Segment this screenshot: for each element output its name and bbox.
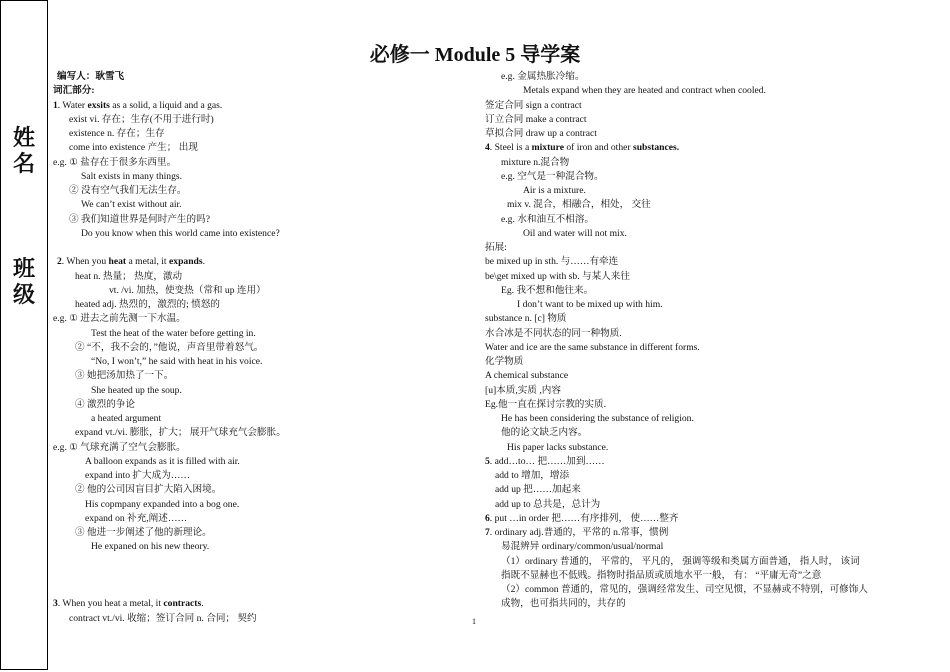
left-line: Salt exists in many things. bbox=[81, 170, 183, 182]
left-column bbox=[53, 70, 473, 626]
text-segment: . Steel is a bbox=[489, 142, 532, 154]
left-line: “No, I won’t,” he said with heat in his voice. bbox=[91, 356, 263, 367]
left-line: We can’t exist without air. bbox=[81, 199, 182, 211]
right-line: Eg. 我不想和他往来。 bbox=[501, 284, 594, 296]
text-segment: a metal, it bbox=[126, 256, 170, 268]
text-segment: 7 bbox=[485, 527, 490, 538]
left-line: ② 他的公司因盲目扩大陷入困境。 bbox=[75, 484, 222, 496]
left-line: 编写人：耿雪飞 bbox=[57, 71, 125, 82]
left-line: ② “不，我不会的，”他说，声音里带着怒气。 bbox=[75, 341, 264, 353]
right-line: e.g. 空气是一种混合物。 bbox=[501, 170, 604, 182]
text-segment: . bbox=[202, 256, 206, 268]
left-line: 词汇部分: bbox=[53, 85, 95, 97]
text-segment: . ordinary adj.普通的，平常的 n.常事，惯例 bbox=[489, 527, 669, 538]
left-line: He expaned on his new theory. bbox=[91, 541, 210, 553]
left-line: e.g. ① 进去之前先测一下水温。 bbox=[53, 313, 186, 325]
left-line: heat n. 热量； 热度，激动 bbox=[75, 270, 183, 282]
text-segment: exsits bbox=[87, 99, 110, 111]
left-line: a heated argument bbox=[91, 413, 162, 424]
left-line: e.g. ① 气球充满了空气会膨胀。 bbox=[53, 441, 186, 453]
text-segment: expands bbox=[169, 256, 203, 268]
left-line: heated adj. 热烈的，激烈的; 愤怒的 bbox=[75, 299, 220, 310]
text-segment: contracts bbox=[163, 598, 202, 610]
text-segment: 4 bbox=[485, 142, 490, 154]
left-line: e.g. ① 盐存在于很多东西里。 bbox=[53, 156, 177, 168]
right-line: mix v. 混合，相融合，相处， 交往 bbox=[507, 199, 651, 211]
right-line: add up to 总共是，总计为 bbox=[495, 498, 601, 510]
right-line: add up 把……加起来 bbox=[495, 484, 581, 496]
left-line: She heated up the soup. bbox=[91, 384, 182, 396]
right-line: 拓展: bbox=[485, 242, 507, 253]
left-line: ② 没有空气我们无法生存。 bbox=[69, 185, 187, 196]
right-line: add to 增加，增添 bbox=[495, 470, 570, 481]
right-line: I don’t want to be mixed up with him. bbox=[517, 299, 663, 310]
name-label-char-1: 姓 bbox=[13, 125, 36, 151]
left-line: contract vt./vi. 收缩；签订合同 n. 合同； 契约 bbox=[69, 612, 257, 624]
left-line bbox=[53, 255, 473, 269]
right-line: substance n. [c] 物质 bbox=[485, 313, 567, 325]
right-line: be mixed up in sth. 与……有牵连 bbox=[485, 256, 619, 268]
left-line: A balloon expands as it is filled with air. bbox=[85, 455, 240, 467]
right-line: 订立合同 make a contract bbox=[485, 113, 587, 125]
left-line: expand vt./vi. 膨胀，扩大； 展开气球充气会膨胀。 bbox=[75, 427, 286, 439]
right-line: His paper lacks substance. bbox=[507, 441, 609, 453]
left-line: ③ 我们知道世界是何时产生的吗? bbox=[69, 213, 210, 225]
left-line: exist vi. 存在；生存(不用于进行时) bbox=[69, 113, 214, 125]
text-segment: . When you heat a metal, it bbox=[57, 598, 164, 610]
right-line: 指既不显赫也不低贱。指物时指品质或质地水平一般， 有： “平庸无奇”之意 bbox=[501, 569, 822, 581]
right-line: Air is a mixture. bbox=[523, 185, 586, 196]
text-segment: . When you bbox=[61, 256, 109, 268]
left-line: Do you know when this world came into existence? bbox=[81, 227, 280, 239]
right-line: be\get mixed up with sb. 与某人来往 bbox=[485, 270, 630, 282]
right-line: 水合冰是不同状态的同一种物质. bbox=[485, 327, 622, 339]
text-segment: heat bbox=[108, 256, 127, 268]
text-segment: . bbox=[201, 598, 204, 610]
right-line: e.g. 水和油互不相溶。 bbox=[501, 213, 595, 225]
left-line: existence n. 存在；生存 bbox=[69, 128, 165, 139]
text-segment: mixture bbox=[531, 142, 564, 154]
left-line: expand on 补充,阐述…… bbox=[85, 512, 188, 524]
text-segment: as a solid, a liquid and a gas. bbox=[109, 99, 223, 111]
left-line bbox=[53, 597, 473, 611]
text-segment: 2 bbox=[57, 256, 62, 268]
text-segment: 6 bbox=[485, 512, 490, 524]
right-line: e.g. 金属热胀冷缩。 bbox=[501, 71, 585, 82]
right-line: Water and ice are the same substance in different forms. bbox=[485, 341, 700, 353]
left-line: Test the heat of the water before getting in. bbox=[91, 327, 256, 339]
right-line bbox=[485, 512, 915, 526]
right-line: Metals expand when they are heated and contract when cooled. bbox=[523, 85, 766, 97]
text-segment: . put …in order 把……有序排列， 使……整齐 bbox=[489, 512, 679, 524]
left-line: vt. /vi. 加热，使变热（常和 up 连用） bbox=[109, 284, 266, 296]
right-line: [u]本质,实质 ,内容 bbox=[485, 384, 561, 396]
text-segment: 1 bbox=[53, 99, 58, 111]
left-line: come into existence 产生； 出现 bbox=[69, 142, 198, 154]
name-label-char-2: 名 bbox=[13, 151, 36, 177]
right-line: 易混辨异 ordinary/common/usual/normal bbox=[501, 541, 664, 553]
left-line bbox=[53, 99, 473, 113]
right-line: 成物，也可指共同的，共存的 bbox=[501, 598, 626, 610]
right-column bbox=[485, 70, 915, 612]
text-segment: . add…to… 把……加到…… bbox=[489, 455, 605, 467]
text-segment: of iron and other bbox=[563, 142, 633, 154]
left-line: ③ 他进一步阐述了他的新理论。 bbox=[75, 527, 212, 538]
left-line bbox=[53, 583, 473, 597]
right-line: （1）ordinary 普通的， 平常的， 平凡的， 强调等级和类属方面普通， 指人时， 该词 bbox=[501, 555, 860, 567]
right-line bbox=[485, 455, 915, 469]
right-line: mixture n.混合物 bbox=[501, 156, 570, 168]
left-line bbox=[53, 555, 473, 569]
class-label-char-1: 班 bbox=[13, 256, 36, 282]
page-title: 必修一 Module 5 导学案 bbox=[369, 44, 581, 66]
text-segment: . Water bbox=[57, 99, 88, 111]
right-line: Eg.他一直在探讨宗教的实质. bbox=[485, 398, 606, 410]
sidebar-box bbox=[0, 0, 48, 670]
right-line: （2）common 普通的，常见的，强调经常发生、司空见惯，不显赫或不特别，可修饰人 bbox=[501, 584, 868, 595]
text-segment: 3 bbox=[53, 598, 58, 610]
right-line bbox=[485, 526, 915, 540]
right-line: Oil and water will not mix. bbox=[523, 227, 627, 239]
class-label-char-2: 级 bbox=[13, 282, 36, 308]
left-line: expand into 扩大成为…… bbox=[85, 470, 190, 481]
left-line: His copmpany expanded into a bog one. bbox=[85, 498, 240, 510]
right-line: He has been considering the substance of religion. bbox=[501, 413, 694, 424]
right-line bbox=[485, 141, 915, 155]
left-line bbox=[53, 569, 473, 583]
left-line bbox=[53, 241, 473, 255]
text-segment: substances. bbox=[632, 142, 680, 154]
text-segment: 5 bbox=[485, 455, 490, 467]
right-line: 签定合同 sign a contract bbox=[485, 99, 582, 111]
left-line: ③ 她把汤加热了一下。 bbox=[75, 370, 174, 382]
right-line: 他的论文缺乏内容。 bbox=[501, 427, 588, 439]
right-line: A chemical substance bbox=[485, 370, 569, 382]
right-line: 草拟合同 draw up a contract bbox=[485, 128, 597, 139]
right-line: 化学物质 bbox=[485, 356, 524, 367]
left-line: ④ 激烈的争论 bbox=[75, 398, 135, 410]
page-number: 1 bbox=[472, 617, 476, 626]
